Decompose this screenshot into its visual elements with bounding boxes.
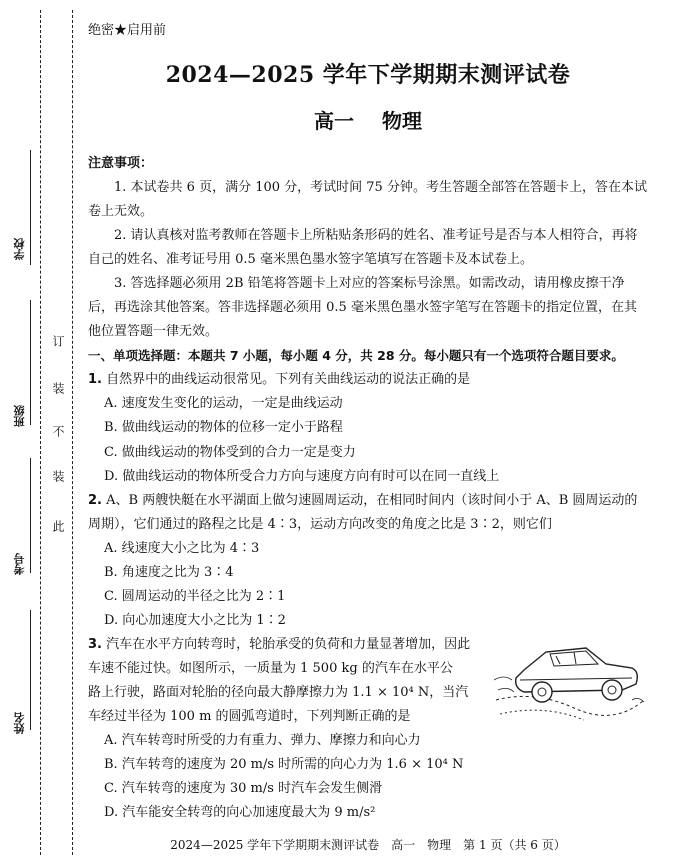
notes-heading: 注意事项： [88, 156, 154, 171]
note-item-2: 2. 请认真核对监考教师在答题卡上所粘贴条形码的姓名、准考证号是否与本人相符合，再将自己的姓名、准考证号用 0.5 毫米黑色墨水签字笔填写在答题卡及本试卷上。 [88, 228, 638, 267]
seal-char: 不 [51, 425, 65, 437]
option-1b: B. 做曲线运动的物体的位移一定小于路程 [104, 420, 343, 435]
seal-char: 装 [51, 382, 65, 394]
seal-char: 此 [51, 520, 65, 532]
confidential-tag: 绝密★启用前 [88, 23, 167, 38]
option-2b: B. 角速度之比为 3∶4 [104, 565, 234, 580]
subject-label: 物理 [382, 109, 422, 133]
note-item-1: 1. 本试卷共 6 页，满分 100 分，考试时间 75 分钟。考生答题全部答在答题卡上，答在本试卷上无效。 [88, 180, 647, 219]
question-stem: A、B 两艘快艇在水平湖面上做匀速圆周运动，在相同时间内（该时间小于 A、B 圆周运动的 [106, 493, 638, 508]
option-1c: C. 做曲线运动的物体受到的合力一定是变力 [104, 445, 356, 460]
question-2 [88, 489, 648, 513]
exam-subtitle [88, 105, 648, 134]
question-3-stem-line: 车经过半径为 100 m 的圆弧弯道时，下列判断正确的是 [88, 709, 411, 724]
section-heading: 一、单项选择题：本题共 7 小题，每小题 4 分，共 28 分。每小题只有一个选项符合题目要求。 [88, 348, 624, 363]
option-3a: A. 汽车转弯时所受的力有重力、弹力、摩擦力和向心力 [104, 733, 421, 748]
exam-title: 2024—2025 学年下学期期末测评试卷 [165, 62, 571, 88]
option-3c: C. 汽车转弯的速度为 30 m/s 时汽车会发生侧滑 [104, 781, 383, 796]
school-field[interactable] [30, 150, 31, 265]
question-stem: 汽车在水平方向转弯时，轮胎承受的负荷和力量显著增加，因此 [106, 637, 471, 652]
name-label: 姓名 [13, 712, 26, 734]
examno-label: 考号 [13, 553, 26, 575]
question-3-stem-line: 车速不能过快。如图所示，一质量为 1 500 kg 的汽车在水平公 [88, 661, 453, 676]
examno-field[interactable] [30, 458, 31, 573]
option-2d: D. 向心加速度大小之比为 1∶2 [104, 613, 286, 628]
option-1a: A. 速度发生变化的运动，一定是曲线运动 [104, 396, 343, 411]
name-field[interactable] [30, 610, 31, 730]
seal-char: 装 [51, 470, 65, 482]
binding-dashed-line-inner [72, 10, 73, 855]
question-stem: 自然界中的曲线运动很常见。下列有关曲线运动的说法正确的是 [106, 372, 471, 387]
option-2a: A. 线速度大小之比为 4∶3 [104, 541, 260, 556]
binding-dashed-line [40, 10, 41, 855]
question-2-stem-cont: 周期），它们通过的路程之比是 4∶3，运动方向改变的角度之比是 3∶2，则它们 [88, 517, 552, 532]
option-3d: D. 汽车能安全转弯的向心加速度最大为 9 m/s² [104, 805, 376, 820]
question-3 [88, 633, 488, 657]
binding-margin [0, 0, 78, 865]
question-number: 3. [88, 637, 102, 652]
option-1d: D. 做曲线运动的物体所受合力方向与速度方向有时可以在同一直线上 [104, 469, 500, 484]
car-turning-illustration [494, 630, 646, 722]
grade-label: 高一 [314, 109, 354, 133]
class-label: 班级 [13, 405, 26, 427]
option-3b: B. 汽车转弯的速度为 20 m/s 时所需的向心力为 1.6 × 10⁴ N [104, 757, 464, 772]
school-label: 学校 [13, 238, 26, 260]
page-footer: 2024—2025 学年下学期期末测评试卷 高一 物理 第 1 页（共 6 页） [170, 838, 566, 852]
question-number: 1. [88, 372, 102, 387]
question-3-stem-line: 路上行驶，路面对轮胎的径向最大静摩擦力为 1.1 × 10⁴ N，当汽 [88, 685, 469, 700]
question-1 [88, 368, 648, 392]
class-field[interactable] [30, 300, 31, 425]
note-item-3: 3. 答选择题必须用 2B 铅笔将答题卡上对应的答案标号涂黑。如需改动，请用橡皮擦干净后，再选涂其他答案。答非选择题必须用 0.5 毫米黑色墨水签字笔写在答题卡的指定位置，在其他位置答题一律无效。 [88, 276, 637, 339]
seal-char: 订 [51, 335, 65, 347]
question-number: 2. [88, 493, 102, 508]
option-2c: C. 圆周运动的半径之比为 2∶1 [104, 589, 286, 604]
